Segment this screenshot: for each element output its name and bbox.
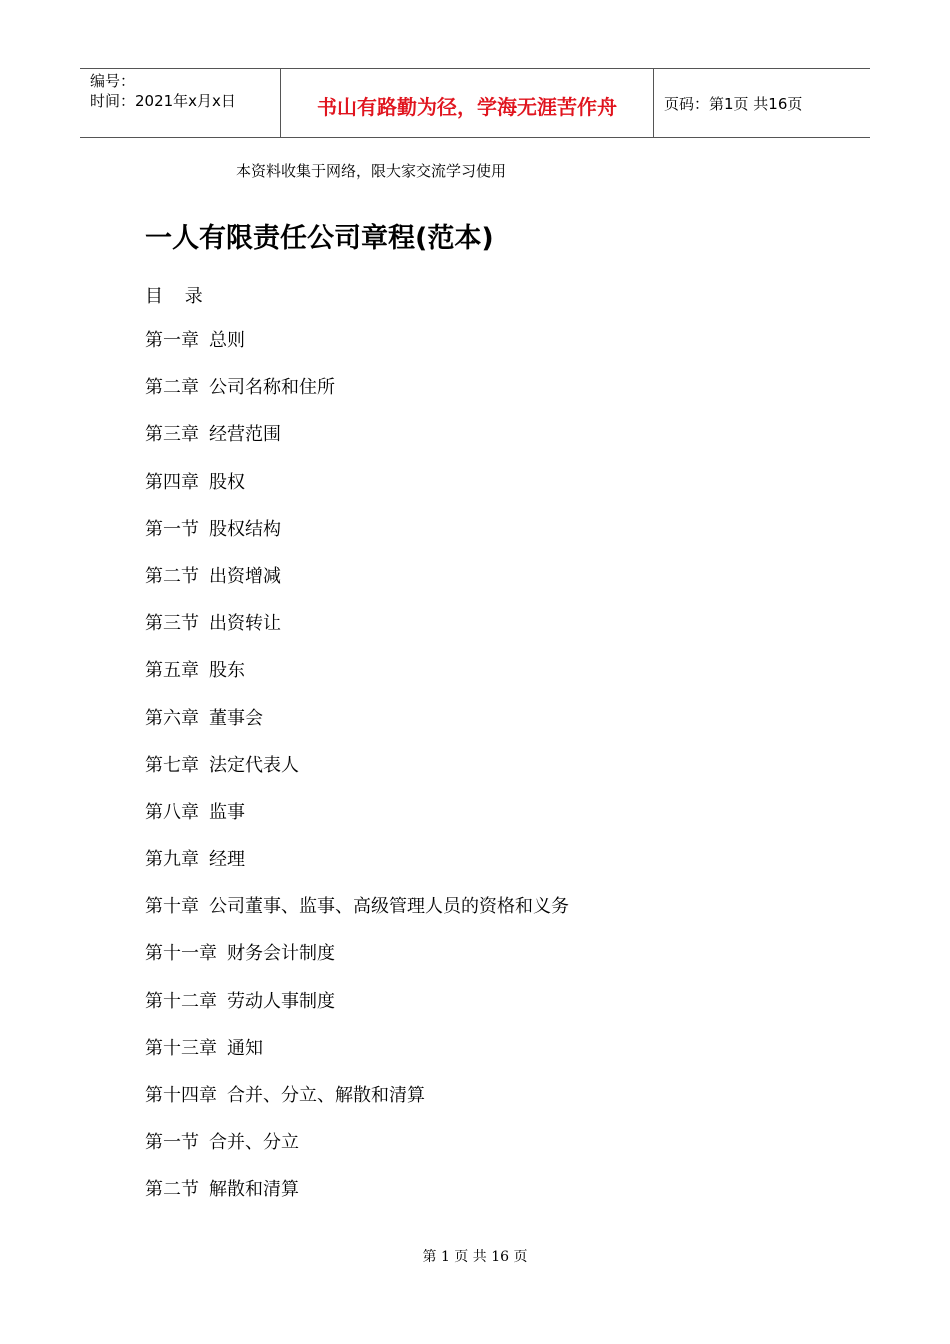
page-footer: 第 1 页 共 16 页 (422, 1249, 528, 1265)
toc-item-text: 经营范围 (209, 424, 281, 446)
toc-item (145, 801, 569, 848)
toc-item (145, 707, 569, 754)
toc-item (145, 612, 569, 659)
toc-item-text: 财务会计制度 (227, 943, 335, 965)
toc-item (145, 659, 569, 706)
number-label: 编号： (90, 72, 136, 90)
toc-item (145, 848, 569, 895)
header-meta (80, 69, 281, 137)
header-page-info: 页码：第1页 共16页 (664, 94, 803, 113)
toc-item (145, 754, 569, 801)
toc-item-number: 第十二章 (145, 990, 217, 1012)
toc-item-number: 第十三章 (145, 1037, 217, 1059)
toc-item-number: 第八章 (145, 801, 199, 823)
toc-item-text: 出资增减 (209, 565, 281, 587)
toc-item (145, 518, 569, 565)
toc-item-number: 第五章 (145, 660, 199, 682)
toc-item-text: 股东 (209, 660, 245, 682)
toc-item-number: 第四章 (145, 471, 199, 493)
source-note: 本资料收集于网络，限大家交流学习使用 (236, 162, 507, 180)
table-of-contents (145, 329, 569, 1226)
toc-heading: 目 录 (145, 286, 211, 307)
document-title: 一人有限责任公司章程(范本) (145, 223, 494, 254)
toc-item-text: 出资转让 (209, 613, 281, 635)
toc-item-text: 监事 (209, 801, 245, 823)
toc-item-number: 第十章 (145, 896, 199, 918)
toc-item-number: 第一节 (145, 518, 199, 540)
toc-item-text: 公司董事、监事、高级管理人员的资格和义务 (209, 896, 569, 918)
toc-item-number: 第二节 (145, 1179, 199, 1201)
toc-item-text: 股权 (209, 471, 245, 493)
toc-item-text: 经理 (209, 849, 245, 871)
header-motto: 书山有路勤为径，学海无涯苦作舟 (281, 69, 654, 137)
toc-item-number: 第三章 (145, 424, 199, 446)
toc-item (145, 990, 569, 1037)
toc-item (145, 895, 569, 942)
toc-item-number: 第三节 (145, 613, 199, 635)
toc-item-text: 合并、分立、解散和清算 (227, 1085, 425, 1106)
toc-item-number: 第十一章 (145, 943, 217, 965)
toc-item-text: 总则 (209, 330, 245, 351)
toc-item (145, 1178, 569, 1225)
toc-item-number: 第一章 (145, 330, 199, 351)
time-label: 时间：2021年x月x日 (90, 92, 236, 110)
toc-item (145, 423, 569, 470)
toc-item-text: 法定代表人 (209, 754, 299, 776)
document-header (80, 68, 870, 138)
toc-item-number: 第二节 (145, 565, 199, 587)
toc-item (145, 1084, 569, 1131)
toc-item-number: 第七章 (145, 754, 199, 776)
toc-item-number: 第一节 (145, 1132, 199, 1154)
toc-item-number: 第十四章 (145, 1085, 217, 1106)
toc-item-number: 第二章 (145, 377, 199, 399)
toc-item (145, 1037, 569, 1084)
toc-item (145, 376, 569, 423)
toc-item-text: 董事会 (209, 707, 263, 729)
toc-item-number: 第六章 (145, 707, 199, 729)
toc-item-text: 合并、分立 (209, 1132, 299, 1154)
toc-item (145, 329, 569, 376)
toc-item-text: 公司名称和住所 (209, 377, 335, 399)
toc-item-text: 劳动人事制度 (227, 990, 335, 1012)
toc-item (145, 565, 569, 612)
toc-item-number: 第九章 (145, 849, 199, 871)
toc-item-text: 通知 (227, 1037, 263, 1059)
toc-item (145, 942, 569, 989)
toc-item-text: 股权结构 (209, 518, 281, 540)
toc-item-text: 解散和清算 (209, 1179, 299, 1201)
toc-item (145, 1131, 569, 1178)
toc-item (145, 471, 569, 518)
